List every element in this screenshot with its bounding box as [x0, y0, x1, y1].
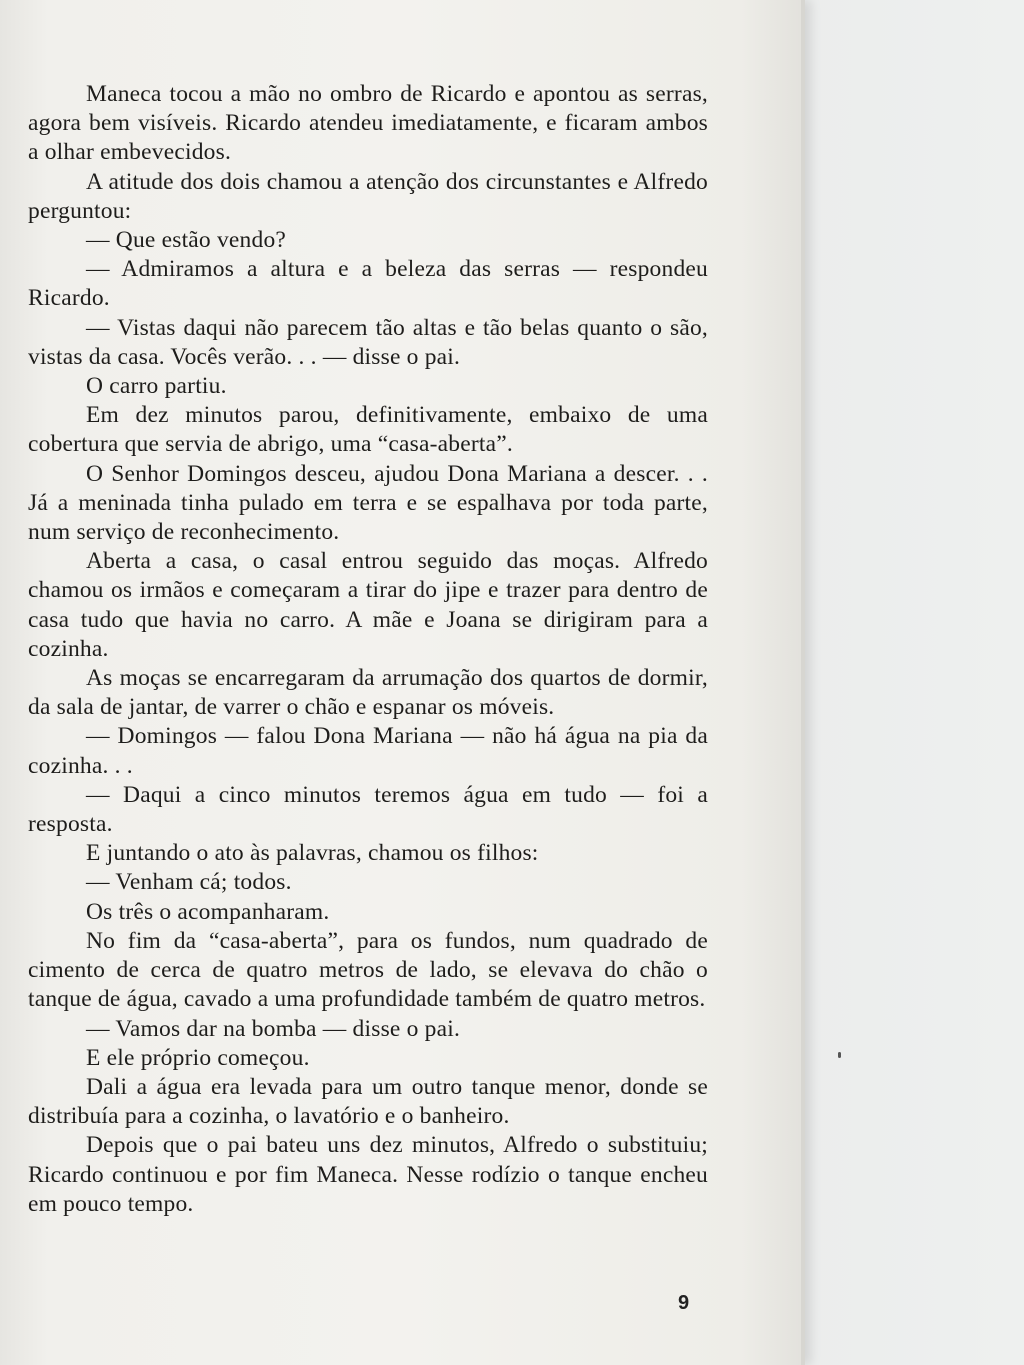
page-body: [28, 80, 708, 1219]
paragraph: O carro partiu.: [86, 373, 227, 400]
paragraph: E ele próprio começou.: [86, 1044, 310, 1071]
paragraph: E juntando o ato às palavras, chamou os filhos:: [86, 840, 539, 867]
paragraph: Aberta a casa, o casal entrou seguido das moças. Alfredo chamou os irmãos e começaram a tirar do jipe e trazer para dentro de casa tudo que havia no carro. A mãe e Joana se dirigiram para a cozinha.: [28, 548, 708, 662]
paragraph: Os três o acompanharam.: [86, 898, 330, 925]
paragraph: — Venham cá; todos.: [86, 869, 292, 896]
dust-speck: [838, 1052, 841, 1058]
paragraph: A atitude dos dois chamou a atenção dos circunstantes e Alfredo perguntou:: [28, 168, 708, 224]
paragraph: — Daqui a cinco minutos teremos água em tudo — foi a resposta.: [28, 781, 708, 838]
paragraph: Dali a água era levada para um outro tanque menor, donde se distribuía para a cozinha, o lavatório e o banheiro.: [28, 1073, 708, 1130]
paragraph: As moças se encarregaram da arrumação dos quartos de dormir, da sala de jantar, de varrer o chão e espanar os móveis.: [28, 665, 708, 721]
paragraph: Depois que o pai bateu uns dez minutos, Alfredo o substituiu; Ricardo continuou e por fim Maneca. Nesse rodízio o tanque encheu em pouco tempo.: [28, 1132, 708, 1217]
paragraph: O Senhor Domingos desceu, ajudou Dona Mariana a descer. . . Já a meninada tinha pulado em terra e se espalhava por toda parte, num serviço de reconhecimento.: [28, 460, 708, 546]
paragraph: Maneca tocou a mão no ombro de Ricardo e apontou as serras, agora bem visíveis. Ricardo atendeu imediatamente, e ficaram ambos a olhar embevecidos.: [28, 81, 708, 166]
page-number: 9: [678, 1292, 690, 1314]
paragraph: No fim da “casa-aberta”, para os fundos, num quadrado de cimento de cerca de quatro metros de lado, se elevava do chão o tanque de água, cavado a uma profundidade também de quatro metros.: [28, 927, 708, 1013]
paragraph: — Vistas daqui não parecem tão altas e tão belas quanto o são, vistas da casa. Vocês verão. . . — disse o pai.: [28, 314, 708, 370]
paragraph: — Que estão vendo?: [86, 227, 287, 254]
paragraph: — Vamos dar na bomba — disse o pai.: [86, 1015, 461, 1042]
paragraph: — Admiramos a altura e a beleza das serras — respondeu Ricardo.: [28, 256, 708, 312]
paragraph: — Domingos — falou Dona Mariana — não há água na pia da cozinha. . .: [28, 723, 708, 779]
paragraph: Em dez minutos parou, definitivamente, embaixo de uma cobertura que servia de abrigo, uma “casa-aberta”.: [28, 402, 708, 458]
